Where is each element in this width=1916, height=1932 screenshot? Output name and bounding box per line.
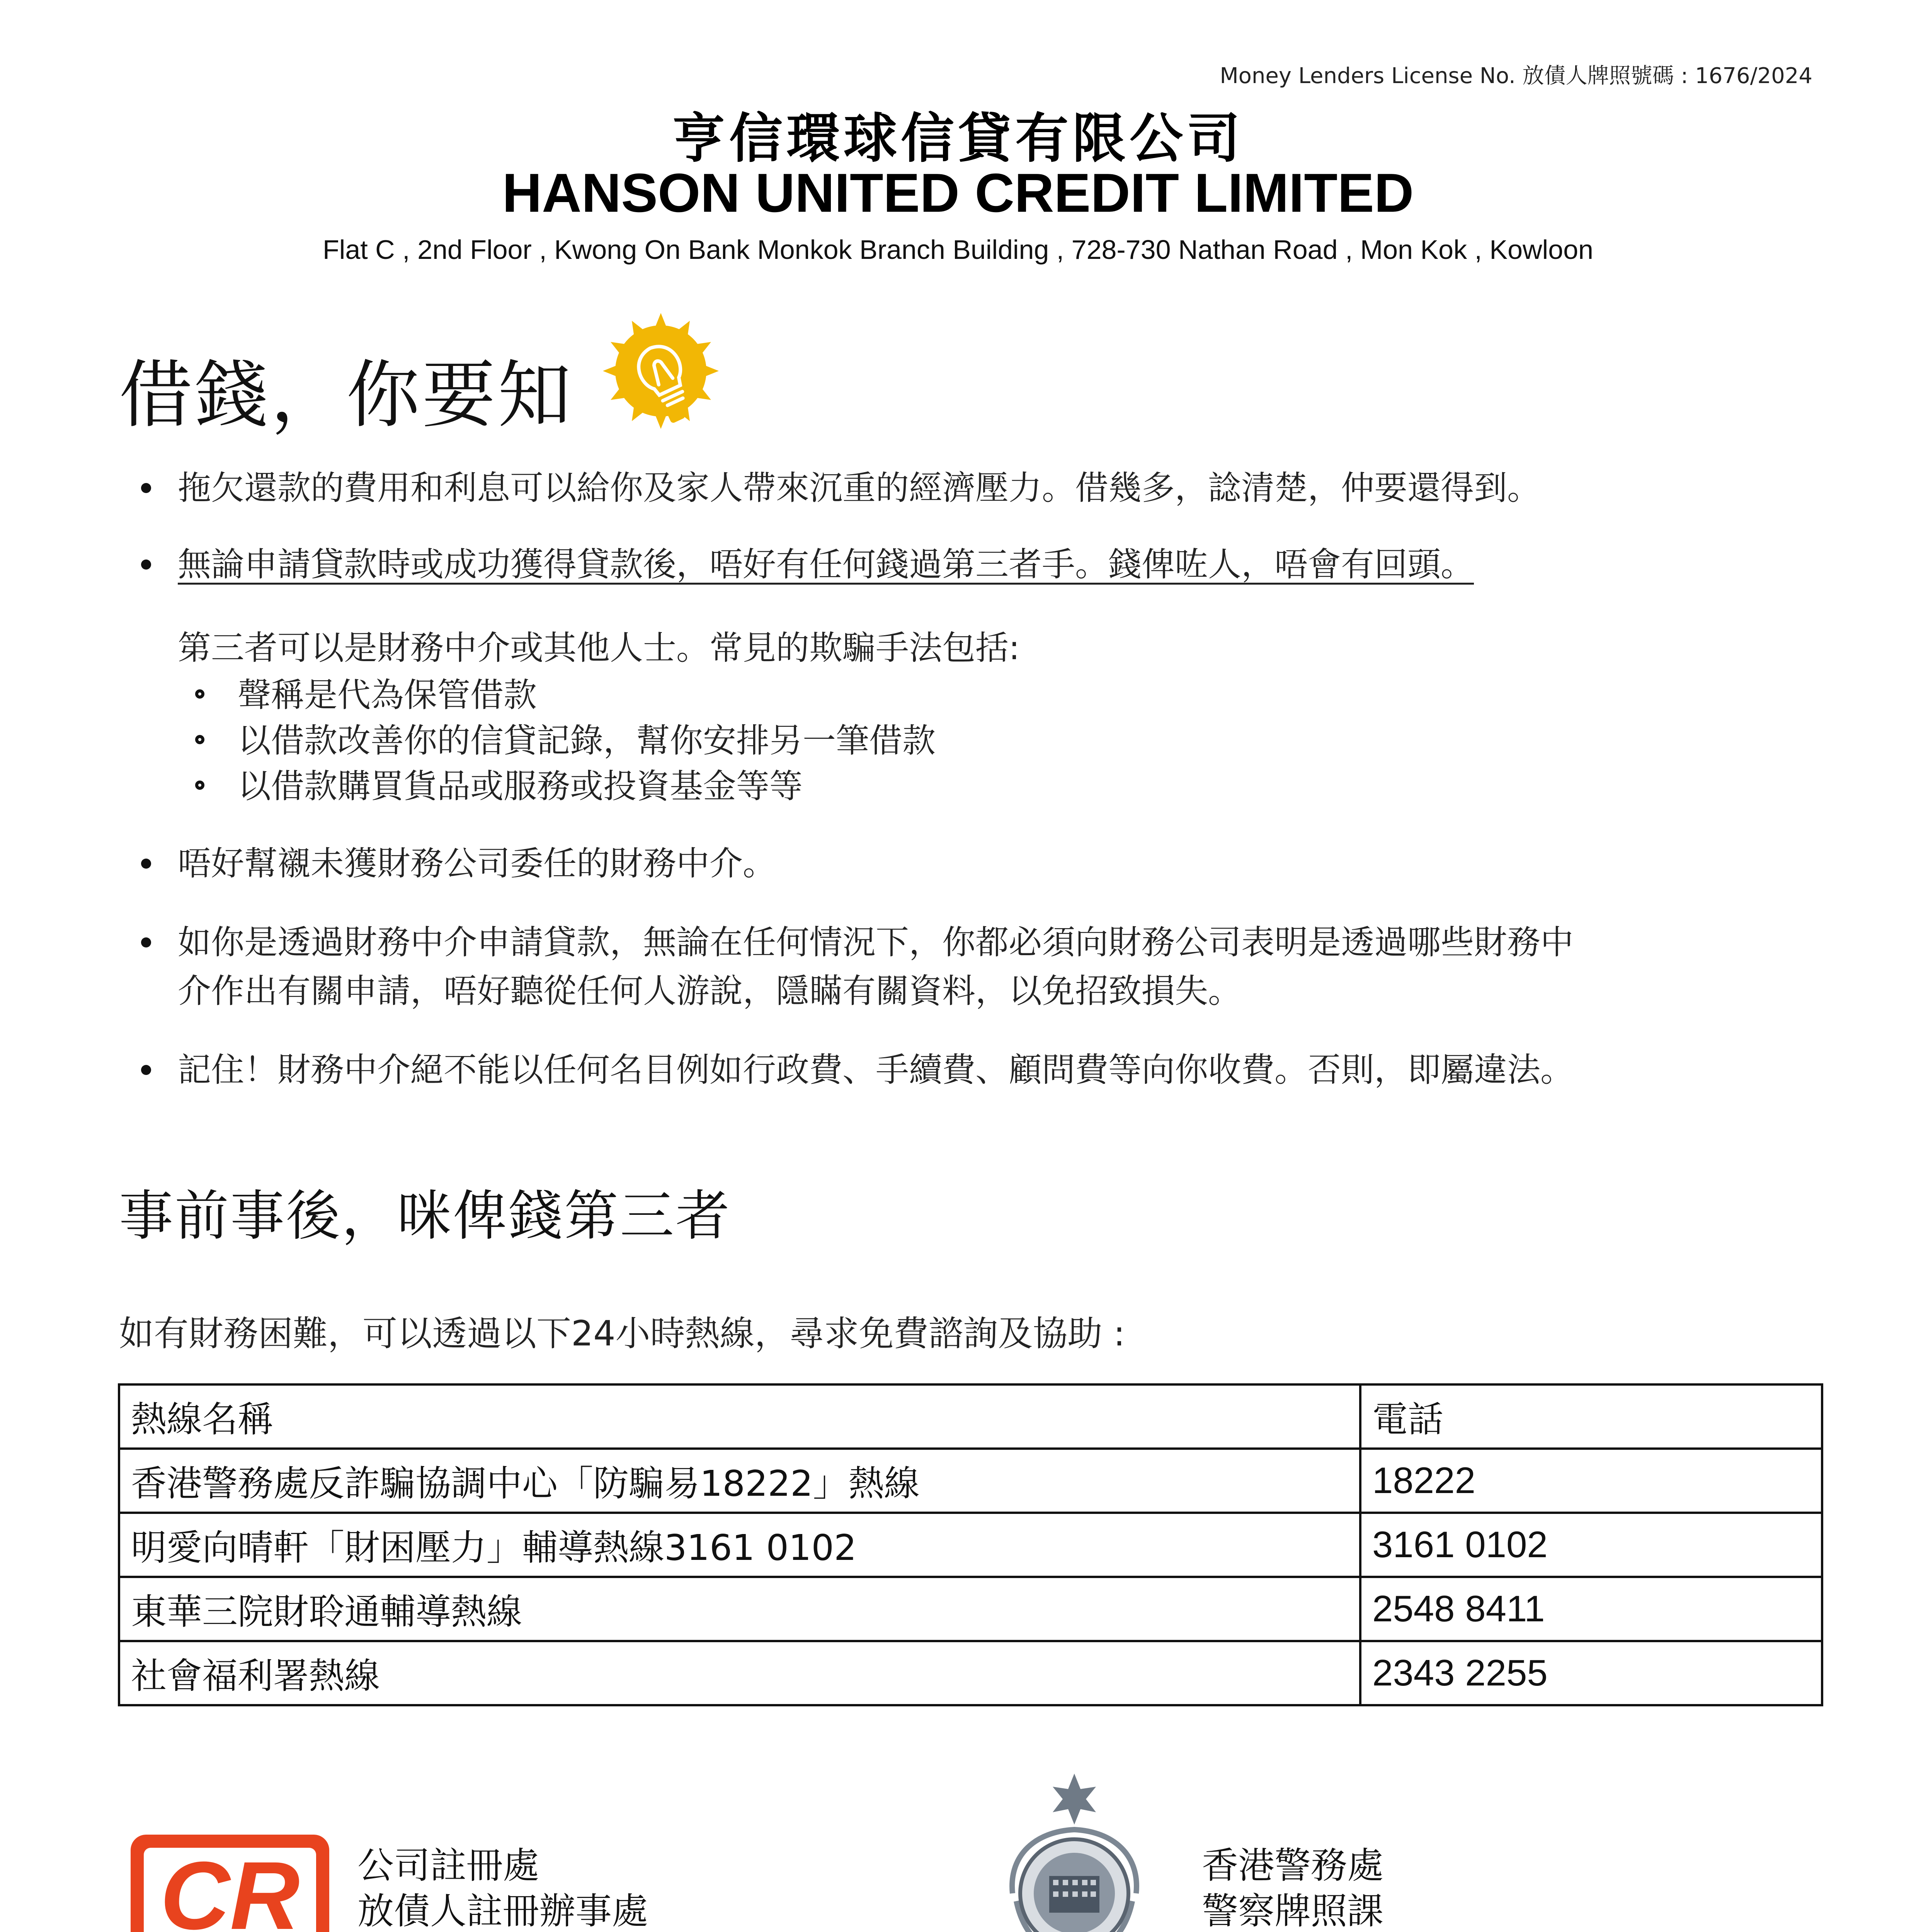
bullet-icon bbox=[141, 483, 151, 493]
hotline-phone: 2343 2255 bbox=[1360, 1641, 1822, 1705]
bullet-text: 唔好幫襯未獲財務公司委任的財務中介。 bbox=[178, 844, 776, 883]
sub-list-item bbox=[178, 764, 1836, 809]
hotline-phone: 2548 8411 bbox=[1360, 1577, 1822, 1641]
police-label-line2: 警察牌照課 bbox=[1202, 1890, 1384, 1932]
column-header-phone: 電話 bbox=[1360, 1384, 1822, 1449]
bullet-text: 記住！財務中介絕不能以任何名目例如行政費、手續費、顧問費等向你收費。否則，即屬違法。 bbox=[178, 1051, 1574, 1089]
sub-item-text: 聲稱是代為保管借款 bbox=[238, 676, 537, 714]
hotline-table bbox=[118, 1383, 1823, 1706]
sub-item-text: 以借款改善你的信貸記錄，幫你安排另一筆借款 bbox=[238, 721, 936, 760]
section-heading-third-party: 事前事後，咪俾錢第三者 bbox=[119, 1185, 732, 1248]
list-item bbox=[135, 464, 1836, 512]
hotline-intro: 如有財務困難，可以透過以下24小時熱線，尋求免費諮詢及協助 : bbox=[119, 1313, 1125, 1354]
hotline-name: 明愛向晴軒「財困壓力」輔導熱線3161 0102 bbox=[119, 1513, 1360, 1577]
bullet-text-line2: 介作出有關申請，唔好聽從任何人游說，隱瞞有關資料，以免招致損失。 bbox=[178, 972, 1241, 1010]
list-item bbox=[135, 839, 1836, 888]
table-row bbox=[119, 1513, 1822, 1577]
bullet-icon bbox=[141, 560, 151, 570]
list-item bbox=[135, 540, 1836, 589]
bullet-text: 拖欠還款的費用和利息可以給你及家人帶來沉重的經濟壓力。借幾多，諗清楚，仲要還得到。 bbox=[178, 469, 1540, 507]
police-label-line1: 香港警務處 bbox=[1202, 1845, 1384, 1887]
hotline-phone: 3161 0102 bbox=[1360, 1513, 1822, 1577]
list-item bbox=[135, 918, 1836, 1015]
scam-methods-list bbox=[135, 672, 1836, 809]
bullet-icon bbox=[141, 937, 151, 947]
license-number: Money Lenders License No. 放債人牌照號碼 : 1676/2024 bbox=[1220, 63, 1812, 88]
sub-item-text: 以借款購買貨品或服務或投資基金等等 bbox=[238, 767, 803, 806]
bullet-icon bbox=[141, 1065, 151, 1075]
lightbulb-icon bbox=[603, 313, 719, 429]
hollow-bullet-icon bbox=[195, 689, 204, 699]
table-header-row bbox=[119, 1384, 1822, 1449]
table-row bbox=[119, 1641, 1822, 1705]
bullet-text-line1: 如你是透過財務中介申請貸款，無論在任何情況下，你都必須向財務公司表明是透過哪些財務中 bbox=[178, 923, 1574, 962]
company-name-en: HANSON UNITED CREDIT LIMITED bbox=[502, 162, 1414, 224]
cr-label-line2: 放債人註冊辦事處 bbox=[357, 1890, 648, 1932]
hotline-name: 香港警務處反詐騙協調中心「防騙易18222」熱線 bbox=[119, 1449, 1360, 1513]
hollow-bullet-icon bbox=[195, 781, 204, 790]
hotline-phone: 18222 bbox=[1360, 1449, 1822, 1513]
sub-list-item bbox=[178, 672, 1836, 718]
companies-registry-logo bbox=[128, 1832, 332, 1932]
companies-registry-label bbox=[357, 1843, 648, 1932]
cr-logo-text: CR bbox=[160, 1842, 300, 1932]
table-row bbox=[119, 1449, 1822, 1513]
bullet-icon bbox=[141, 859, 151, 869]
police-licensing-label bbox=[1202, 1843, 1383, 1932]
hotline-name: 東華三院財聆通輔導熱線 bbox=[119, 1577, 1360, 1641]
cr-label-line1: 公司註冊處 bbox=[357, 1845, 539, 1887]
advice-list bbox=[135, 464, 1836, 1094]
section-heading-borrow: 借錢，你要知 bbox=[119, 352, 574, 438]
hollow-bullet-icon bbox=[195, 735, 204, 744]
company-address: Flat C , 2nd Floor , Kwong On Bank Monkok Branch Building , 728-730 Nathan Road , Mon Kok , Kowloon bbox=[323, 235, 1593, 265]
hong-kong-police-badge-icon bbox=[970, 1766, 1179, 1932]
scam-methods-intro: 第三者可以是財務中介或其他人士。常見的欺騙手法包括: bbox=[178, 629, 1020, 667]
table-row bbox=[119, 1577, 1822, 1641]
bullet-text-underlined: 無論申請貸款時或成功獲得貸款後，唔好有任何錢過第三者手。錢俾咗人，唔會有回頭。 bbox=[178, 545, 1474, 584]
list-item bbox=[135, 1046, 1836, 1094]
company-name-zh: 亨信環球信貸有限公司 bbox=[672, 107, 1244, 170]
sub-list-item bbox=[178, 718, 1836, 764]
hotline-name: 社會福利署熱線 bbox=[119, 1641, 1360, 1705]
column-header-name: 熱線名稱 bbox=[119, 1384, 1360, 1449]
